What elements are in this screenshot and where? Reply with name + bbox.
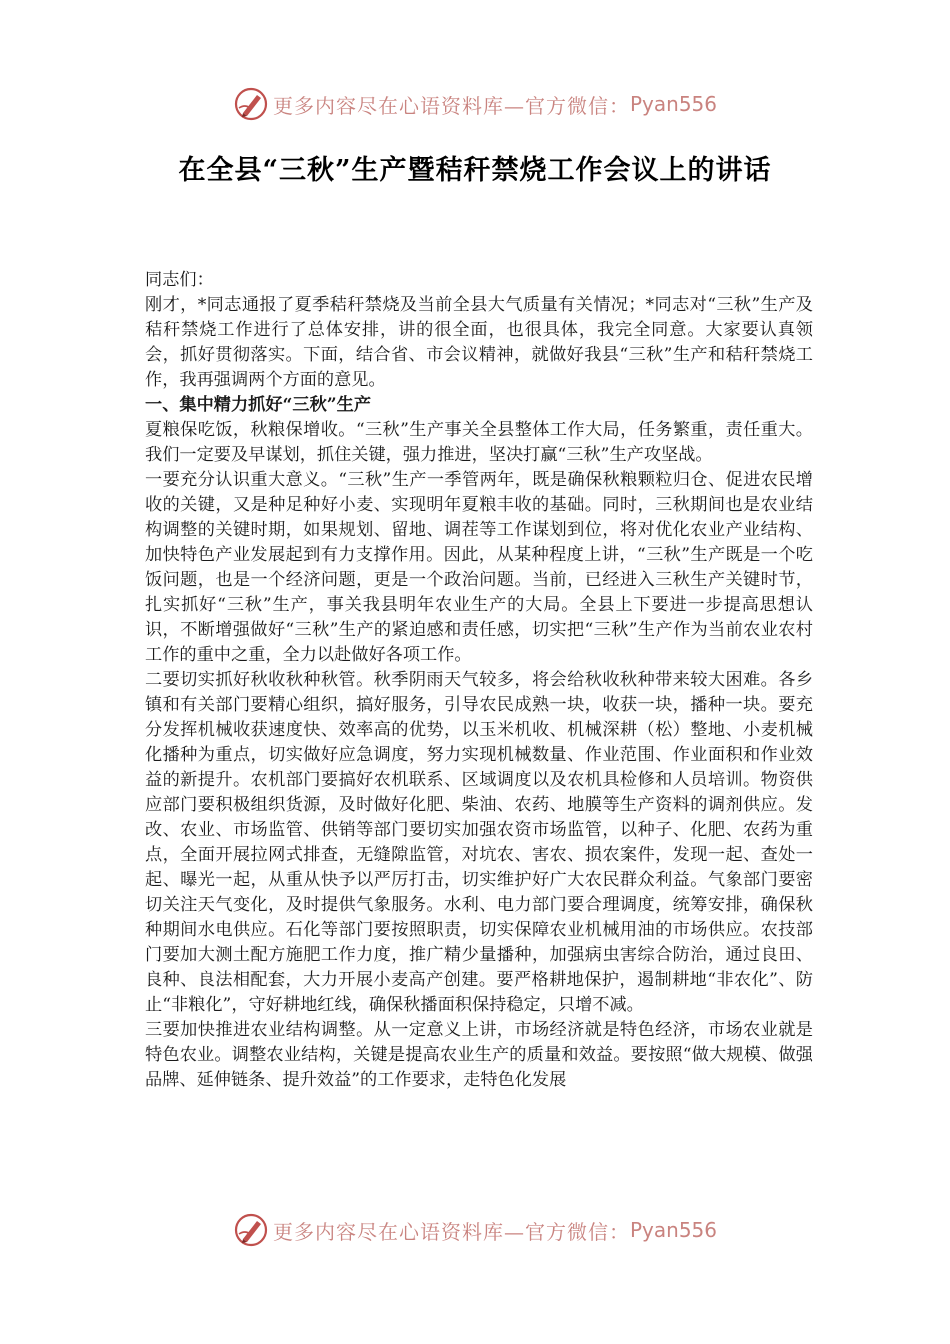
watermark-text: 更多内容尽在心语资料库—官方微信：	[272, 1219, 630, 1244]
pen-logo-icon	[233, 1212, 269, 1248]
section-heading: 一、集中精力抓好“三秋”生产	[145, 395, 372, 415]
page-title: 在全县“三秋”生产暨秸秆禁烧工作会议上的讲话	[178, 155, 772, 186]
watermark-text: 更多内容尽在心语资料库—官方微信：	[272, 93, 630, 118]
watermark-footer	[0, 1208, 950, 1252]
body-paragraph: 二要切实抓好秋收秋种秋管。秋季阴雨天气较多，将会给秋收秋种带来较大困难。各乡镇和有关部门要精心组织，搞好服务，引导农民成熟一块，收获一块，播种一块。要充分发挥机械收获速度快、效率高的优势，以玉米机收、机械深耕（松）整地、小麦机械化播种为重点，切实做好应急调度，努力实现机械数量、作业范围、作业面积和作业效益的新提升。农机部门要搞好农机联系、区域调度以及农机具检修和人员培训。物资供应部门要积极组织货源，及时做好化肥、柴油、农药、地膜等生产资料的调剂供应。发改、农业、市场监管、供销等部门要切实加强农资市场监管，以种子、化肥、农药为重点，全面开展拉网式排查，无缝隙监管，对坑农、害农、损农案件，发现一起、查处一起、曝光一起，从重从快予以严厉打击，切实维护好广大农民群众利益。气象部门要密切关注天气变化，及时提供气象服务。水利、电力部门要合理调度，统筹安排，确保秋种期间水电供应。石化等部门要按照职责，切实保障农业机械用油的市场供应。农技部门要加大测土配方施肥工作力度，推广精少量播种，加强病虫害综合防治，通过良田、良种、良法相配套，大力开展小麦高产创建。要严格耕地保护，遏制耕地“非农化”、防止“非粮化”，守好耕地红线，确保秋播面积保持稳定，只增不减。	[145, 670, 813, 1015]
intro-paragraph: 刚才，*同志通报了夏季秸秆禁烧及当前全县大气质量有关情况；*同志对“三秋”生产及秸秆禁烧工作进行了总体安排，讲的很全面，也很具体，我完全同意。大家要认真领会，抓好贯彻落实。下面，结合省、市会议精神，就做好我县“三秋”生产和秸秆禁烧工作，我再强调两个方面的意见。	[145, 295, 813, 390]
watermark-handle: Pyan556	[629, 92, 717, 116]
watermark-handle: Pyan556	[629, 1218, 717, 1242]
body-paragraph: 夏粮保吃饭，秋粮保增收。“三秋”生产事关全县整体工作大局，任务繁重，责任重大。我们一定要及早谋划，抓住关键，强力推进，坚决打赢“三秋”生产攻坚战。	[145, 420, 813, 465]
body-paragraph: 三要加快推进农业结构调整。从一定意义上讲，市场经济就是特色经济，市场农业就是特色农业。调整农业结构，关键是提高农业生产的质量和效益。要按照“做大规模、做强品牌、延伸链条、提升效益”的工作要求，走特色化发展	[145, 1020, 813, 1090]
pen-logo-icon	[233, 86, 269, 122]
body-paragraph: 一要充分认识重大意义。“三秋”生产一季管两年，既是确保秋粮颗粒归仓、促进农民增收的关键，又是种足种好小麦、实现明年夏粮丰收的基础。同时，三秋期间也是农业结构调整的关键时期，如果规划、留地、调茬等工作谋划到位，将对优化农业产业结构、加快特色产业发展起到有力支撑作用。因此，从某种程度上讲，“三秋”生产既是一个吃饭问题，也是一个经济问题，更是一个政治问题。当前，已经进入三秋生产关键时节，扎实抓好“三秋”生产，事关我县明年农业生产的大局。全县上下要进一步提高思想认识，不断增强做好“三秋”生产的紧迫感和责任感，切实把“三秋”生产作为当前农业农村工作的重中之重，全力以赴做好各项工作。	[145, 470, 813, 665]
watermark-header	[0, 82, 950, 126]
salutation: 同志们：	[145, 270, 214, 290]
document-body	[145, 268, 813, 1093]
